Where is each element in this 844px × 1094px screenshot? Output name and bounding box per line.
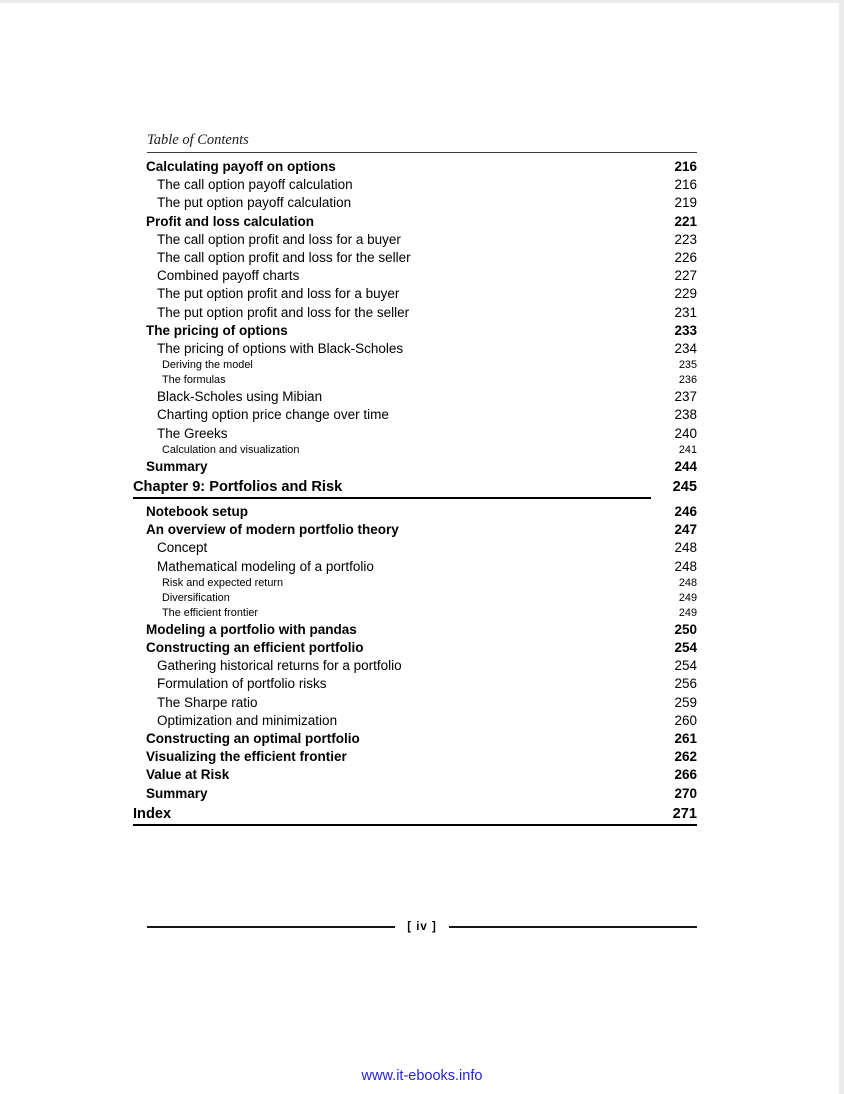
header-title: Table of Contents bbox=[147, 132, 249, 148]
toc-entry bbox=[133, 785, 697, 803]
toc-chapter-entry bbox=[133, 805, 697, 826]
footer-rule-left bbox=[147, 926, 395, 928]
toc-entry-page: 248 bbox=[674, 540, 697, 556]
toc-entry-label: The formulas bbox=[162, 374, 226, 387]
page-edge-top bbox=[0, 0, 844, 3]
toc-entry-label: Concept bbox=[157, 540, 208, 556]
toc-entry-label: The pricing of options bbox=[146, 322, 288, 338]
toc-entry bbox=[133, 267, 697, 285]
chapter-rule bbox=[133, 497, 651, 499]
toc-entry-label: Modeling a portfolio with pandas bbox=[146, 621, 357, 637]
toc-entry-page: 237 bbox=[674, 389, 697, 405]
toc-entry-label: Deriving the model bbox=[162, 359, 253, 372]
toc-entry bbox=[133, 213, 697, 231]
toc-entry bbox=[133, 158, 697, 176]
toc-entry-page: 240 bbox=[674, 425, 697, 441]
toc-entry-page: 261 bbox=[674, 731, 697, 747]
toc-entry-label: Profit and loss calculation bbox=[146, 213, 315, 229]
toc-entry bbox=[133, 425, 697, 443]
toc-entry-label: Black-Scholes using Mibian bbox=[157, 389, 323, 405]
toc-entry bbox=[133, 591, 697, 606]
toc-entry-label: Value at Risk bbox=[146, 767, 230, 783]
toc-entry bbox=[133, 231, 697, 249]
toc-entry-page: 223 bbox=[674, 231, 697, 247]
toc-entry bbox=[133, 675, 697, 693]
toc-entry bbox=[133, 657, 697, 675]
toc-entry-label: Diversification bbox=[162, 591, 230, 604]
toc-entry-label: The call option profit and loss for a buyer bbox=[157, 231, 401, 247]
toc-entry-page: 259 bbox=[674, 694, 697, 710]
toc-entry bbox=[133, 639, 697, 657]
toc-entry-page: 260 bbox=[674, 712, 697, 728]
toc-entry-label: Constructing an efficient portfolio bbox=[146, 640, 364, 656]
toc-entry-label: Chapter 9: Portfolios and Risk bbox=[133, 479, 343, 496]
toc-entry-page: 244 bbox=[674, 458, 697, 474]
toc-entry-page: 227 bbox=[674, 268, 697, 284]
page-footer bbox=[147, 921, 697, 933]
running-header bbox=[147, 132, 697, 153]
toc-entry-label: Calculating payoff on options bbox=[146, 159, 336, 174]
toc-entry-label: Constructing an optimal portfolio bbox=[146, 731, 360, 747]
toc-entry-page: 233 bbox=[674, 322, 697, 338]
toc-entry-label: The call option payoff calculation bbox=[157, 177, 353, 193]
toc-entry bbox=[133, 694, 697, 712]
toc-entry-page: 248 bbox=[678, 576, 697, 589]
toc-entry bbox=[133, 521, 697, 539]
toc-entry-page: 271 bbox=[672, 805, 697, 822]
toc-entry-page: 266 bbox=[674, 767, 697, 783]
toc-entry-page: 270 bbox=[674, 785, 697, 801]
toc-entry bbox=[133, 458, 697, 476]
footer-rule-right bbox=[449, 926, 697, 928]
toc-entry-label: The call option profit and loss for the seller bbox=[157, 250, 411, 266]
toc-entry bbox=[133, 730, 697, 748]
toc-entry bbox=[133, 340, 697, 358]
toc-entry-page: 249 bbox=[678, 591, 697, 604]
toc-entry-page: 254 bbox=[674, 640, 697, 656]
toc-entry-label: Visualizing the efficient frontier bbox=[146, 749, 347, 765]
toc-entry bbox=[133, 406, 697, 424]
toc-entry-page: 235 bbox=[678, 359, 697, 372]
toc-entry-label: Charting option price change over time bbox=[157, 407, 389, 423]
toc-entry-label: The pricing of options with Black-Scholes bbox=[157, 341, 404, 357]
toc-entry-label: Summary bbox=[146, 458, 208, 474]
toc-entry bbox=[133, 558, 697, 576]
toc-entry-page: 236 bbox=[678, 374, 697, 387]
page-number-label: [ iv ] bbox=[407, 921, 437, 933]
toc-entry-label: Index bbox=[133, 805, 172, 822]
toc-entry-page: 234 bbox=[674, 341, 697, 357]
toc-entry-label: The efficient frontier bbox=[162, 606, 259, 619]
toc-entry bbox=[133, 322, 697, 340]
toc-entry-label: Risk and expected return bbox=[162, 576, 284, 589]
toc-entry bbox=[133, 576, 697, 591]
ebooks-link[interactable]: www.it-ebooks.info bbox=[361, 1068, 483, 1084]
toc-entry bbox=[133, 621, 697, 639]
toc-entry-page: 216 bbox=[674, 159, 697, 174]
toc-entry bbox=[133, 388, 697, 406]
toc-entry-page: 226 bbox=[674, 250, 697, 266]
toc-entry bbox=[133, 194, 697, 212]
toc-entry-label: Notebook setup bbox=[146, 504, 249, 520]
toc-entry bbox=[133, 304, 697, 322]
toc-entry bbox=[133, 606, 697, 621]
toc-entry-page: 241 bbox=[678, 443, 697, 456]
toc-entry-label: Calculation and visualization bbox=[162, 443, 300, 456]
toc-entry-page: 249 bbox=[678, 606, 697, 619]
toc-entry-page: 246 bbox=[674, 504, 697, 520]
toc-entry bbox=[133, 358, 697, 373]
toc-entry-page: 219 bbox=[674, 195, 697, 211]
toc-entry-label: The put option payoff calculation bbox=[157, 195, 352, 211]
toc-entry-page: 221 bbox=[674, 213, 697, 229]
toc-entry-label: Formulation of portfolio risks bbox=[157, 676, 327, 692]
toc-entry-page: 247 bbox=[674, 522, 697, 538]
toc-entry bbox=[133, 503, 697, 521]
toc-entry bbox=[133, 373, 697, 388]
toc-entry-label: Combined payoff charts bbox=[157, 268, 300, 284]
toc-entry-page: 256 bbox=[674, 676, 697, 692]
toc-entry-page: 262 bbox=[674, 749, 697, 765]
chapter-rule bbox=[133, 824, 697, 826]
toc-entry-page: 238 bbox=[674, 407, 697, 423]
toc-entry-label: Gathering historical returns for a portfolio bbox=[157, 658, 402, 674]
toc-entry bbox=[133, 712, 697, 730]
toc-entry-page: 254 bbox=[674, 658, 697, 674]
toc-entry-label: Optimization and minimization bbox=[157, 712, 338, 728]
toc-entry-label: Mathematical modeling of a portfolio bbox=[157, 558, 374, 574]
toc-entry bbox=[133, 176, 697, 194]
toc-entry bbox=[133, 443, 697, 458]
toc-entry-page: 248 bbox=[674, 558, 697, 574]
toc-entry bbox=[133, 285, 697, 303]
toc-list bbox=[133, 158, 697, 830]
toc-entry bbox=[133, 766, 697, 784]
toc-entry-page: 229 bbox=[674, 286, 697, 302]
toc-entry bbox=[133, 249, 697, 267]
toc-entry-page: 250 bbox=[674, 621, 697, 637]
toc-entry bbox=[133, 748, 697, 766]
toc-entry-label: The Greeks bbox=[157, 425, 228, 441]
toc-entry-label: The put option profit and loss for a buyer bbox=[157, 286, 400, 302]
toc-entry-label: The Sharpe ratio bbox=[157, 694, 258, 710]
toc-entry-page: 216 bbox=[674, 177, 697, 193]
page-edge-right bbox=[839, 0, 844, 1094]
toc-entry-page: 245 bbox=[672, 479, 697, 496]
toc-entry-label: Summary bbox=[146, 785, 208, 801]
toc-entry bbox=[133, 539, 697, 557]
toc-chapter-entry bbox=[133, 478, 697, 499]
toc-entry-page: 231 bbox=[674, 304, 697, 320]
toc-entry-label: An overview of modern portfolio theory bbox=[146, 522, 399, 538]
toc-entry-label: The put option profit and loss for the seller bbox=[157, 304, 410, 320]
